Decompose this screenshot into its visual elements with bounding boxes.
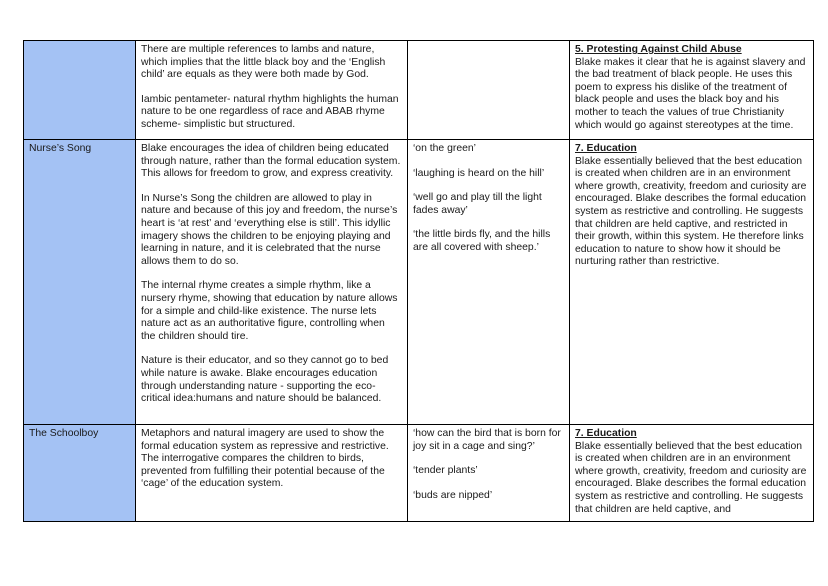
quote: ‘laughing is heard on the hill’ (413, 167, 545, 179)
analysis-cell (136, 140, 408, 425)
theme-text: Blake essentially believed that the best education is created when children are in an environment where growth, creativity, freedom and curiosity are encouraged. Blake describes the formal education system as restrictive and controlling. He suggests that children are held captive, and restricted in their growth, within this system. He therefore links education to nature to show how it should be nurturing rather than restrictive. (575, 155, 807, 268)
theme-cell (570, 41, 814, 140)
analysis-cell (136, 41, 408, 140)
theme-heading: 7. Education (575, 428, 637, 439)
theme-heading: 7. Education (575, 143, 637, 154)
analysis-paragraph: Nature is their educator, and so they cannot go to bed while nature is awake. Blake encourages education through understanding nature - supporting the eco-critical idea:humans and nature should be balanced. (141, 355, 389, 405)
quotes-cell (408, 41, 570, 140)
table-row (24, 140, 814, 425)
poem-title-cell (24, 140, 136, 425)
analysis-paragraph: There are multiple references to lambs and nature, which implies that the little black boy and the ‘English child’ are equals as they were both made by God. (141, 44, 386, 81)
poem-title-cell (24, 41, 136, 140)
quote: ‘on the green’ (413, 143, 476, 154)
analysis-cell (136, 425, 408, 522)
poetry-notes-table (23, 40, 814, 522)
analysis-paragraph: The internal rhyme creates a simple rhythm, like a nursery rhyme, showing that education by nature allows for a simple and child-like existence. The nurse lets nature act as an authoritative figure, controlling when the children should tire. (141, 280, 398, 342)
theme-text: Blake essentially believed that the best education is created when children are in an environment where growth, creativity, freedom and curiosity are encouraged. Blake describes the formal education system as restrictive and controlling. He suggests that children are held captive, and (575, 440, 807, 515)
analysis-paragraph: Blake encourages the idea of children being educated through nature, rather than the formal education system. This allows for freedom to grow, and express creativity. (141, 143, 401, 180)
poem-title: The Schoolboy (29, 428, 99, 439)
quote: ‘tender plants’ (413, 465, 478, 477)
analysis-paragraph: Iambic pentameter- natural rhythm highlights the human nature to be one regardless of race and ABAB rhyme scheme- simplistic but structured. (141, 93, 399, 130)
analysis-paragraph: In Nurse’s Song the children are allowed to play in nature and because of this joy and freedom, the nurse’s heart is ‘at rest’ and ‘everything else is still’. This idyllic imagery shows the children to be enjoying playing and learning in nature, and it is celebrated that the nurse allows them to do so. (141, 192, 398, 267)
quote: ‘buds are nipped’ (413, 489, 493, 501)
quote: ‘how can the bird that is born for joy sit in a cage and sing?’ (413, 428, 561, 452)
poem-title: Nurse’s Song (29, 143, 92, 154)
analysis-paragraph: Metaphors and natural imagery are used to show the formal education system as repressive and restrictive. The interrogative compares the children to birds, prevented from fulfilling their potential because of the ‘cage’ of the education system. (141, 428, 389, 490)
theme-heading: 5. Protesting Against Child Abuse (575, 44, 742, 55)
poem-title-cell (24, 425, 136, 522)
theme-text: Blake makes it clear that he is against slavery and the bad treatment of black people. He uses this poem to express his dislike of the treatment of black people and uses the black boy and his mother to teach the values of true Christianity which would go against stereotypes at the time. (575, 56, 806, 131)
quote: ‘well go and play till the light fades away’ (413, 192, 542, 216)
quotes-cell (408, 425, 570, 522)
table-row (24, 41, 814, 140)
quotes-cell (408, 140, 570, 425)
theme-cell (570, 425, 814, 522)
theme-cell (570, 140, 814, 425)
table-row (24, 425, 814, 522)
quote: ‘the little birds fly, and the hills are all covered with sheep.’ (413, 229, 551, 253)
